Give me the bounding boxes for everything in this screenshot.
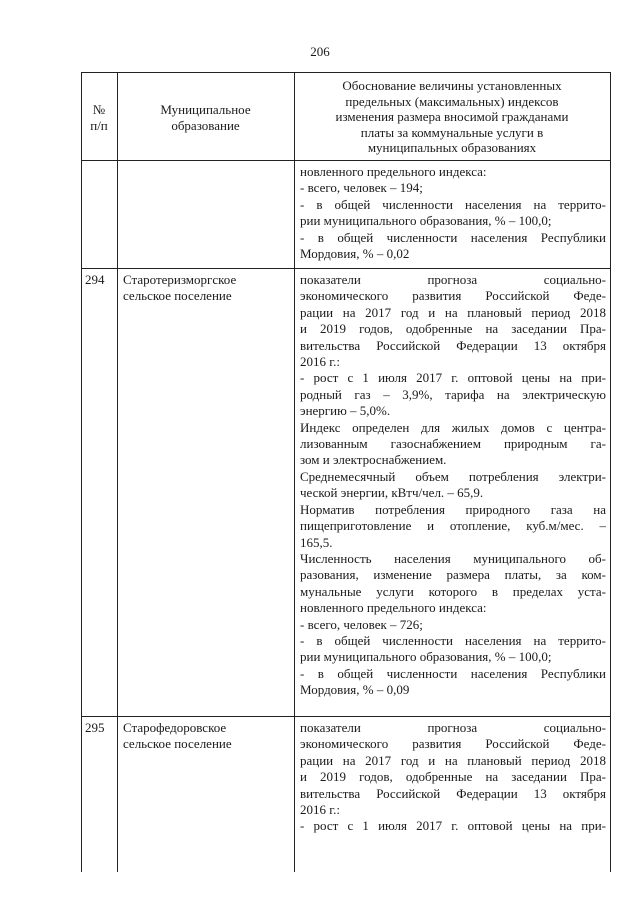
text-line: ческой энергии, кВтч/чел. – 65,9. [300,485,484,501]
header-col-justification [294,78,610,156]
table-border-right [610,72,611,872]
text-line: рации на 2017 год и на плановый период 2018 [300,304,606,320]
header-col-number [81,102,117,133]
header-text: предельных (максимальных) индексов [345,93,559,109]
text-line: - рост с 1 июля 2017 г. оптовой цены на при- [300,370,606,386]
text-line: новленного предельного индекса: [300,164,487,179]
text-line: - в общей численности населения Республики [300,229,606,245]
municipality-name [123,272,293,305]
text-line: родный газ – 3,9%, тарифа на электрическую [300,386,606,402]
text-line: - рост с 1 июля 2017 г. оптовой цены на при- [300,818,606,834]
justification-text [300,720,606,835]
text-line: Численность населения муниципального об- [300,550,606,566]
text-line: экономического развития Российской Феде- [300,288,606,304]
column-divider [117,72,118,872]
municipality-name [123,720,293,753]
text-line: энергию – 5,0%. [300,403,391,419]
row-number: 295 [85,720,105,735]
row-divider [81,716,611,717]
header-text: Обоснование величины установленных [342,78,562,93]
text-line: - всего, человек – 194; [300,180,423,196]
row-number: 294 [85,272,105,287]
text-line: 2016 г.: [300,802,340,818]
column-divider [294,72,295,872]
header-text: Муниципальное [160,102,251,117]
text-line: - всего, человек – 726; [300,616,423,632]
page-number: 206 [310,44,330,59]
text-line: показатели прогноза социально- [300,720,606,735]
indices-table [81,72,611,872]
text-line: Мордовия, % – 0,09 [300,682,410,698]
text-line: рии муниципального образования, % – 100,0; [300,213,552,229]
text-line: Мордовия, % – 0,02 [300,246,410,262]
text-line: 2016 г.: [300,354,340,370]
row-divider [81,268,611,269]
text-line: и 2019 годов, одобренные на заседании Пра- [300,321,606,337]
text-line: - в общей численности населения на террито- [300,632,606,648]
header-text: муниципальных образованиях [367,140,537,155]
header-text: № [92,102,106,117]
header-text: платы за коммунальные услуги в [360,124,544,140]
header-col-municipality [117,102,294,133]
continued-justification-text [300,164,606,262]
text-line: мунальные услуги которого в пределах уста- [300,583,606,599]
text-line: рации на 2017 год и на плановый период 2018 [300,752,606,768]
text-line: пищеприготовление и отопление, куб.м/мес. – [300,518,606,534]
header-text: п/п [90,117,108,133]
text-line: разования, изменение размера платы, за ком- [300,567,606,583]
text-line: Норматив потребления природного газа на [300,501,606,517]
text-line: сельское поселение [123,288,232,304]
header-text: изменения размера вносимой гражданами [335,109,569,124]
text-line: сельское поселение [123,736,232,752]
table-border-left [81,72,82,872]
text-line: рии муниципального образования, % – 100,0; [300,649,552,665]
text-line: вительства Российской Федерации 13 октября [300,337,606,353]
header-divider [81,160,611,161]
text-line: экономического развития Российской Феде- [300,736,606,752]
text-line: Индекс определен для жилых домов с центра- [300,419,606,435]
header-text: образование [171,117,240,133]
text-line: Старотеризморгское [123,272,237,287]
text-line: лизованным газоснабжением природным га- [300,436,606,452]
text-line: Старофедоровское [123,720,227,735]
text-line: - в общей численности населения на террито- [300,196,606,212]
text-line: новленного предельного индекса: [300,600,487,616]
text-line: вительства Российской Федерации 13 октября [300,785,606,801]
justification-text [300,272,606,699]
text-line: зом и электроснабжением. [300,452,447,468]
text-line: - в общей численности населения Республики [300,665,606,681]
text-line: и 2019 годов, одобренные на заседании Пра- [300,769,606,785]
table-border-top [81,72,611,73]
text-line: 165,5. [300,534,333,550]
text-line: Среднемесячный объем потребления электри- [300,468,606,484]
text-line: показатели прогноза социально- [300,272,606,287]
